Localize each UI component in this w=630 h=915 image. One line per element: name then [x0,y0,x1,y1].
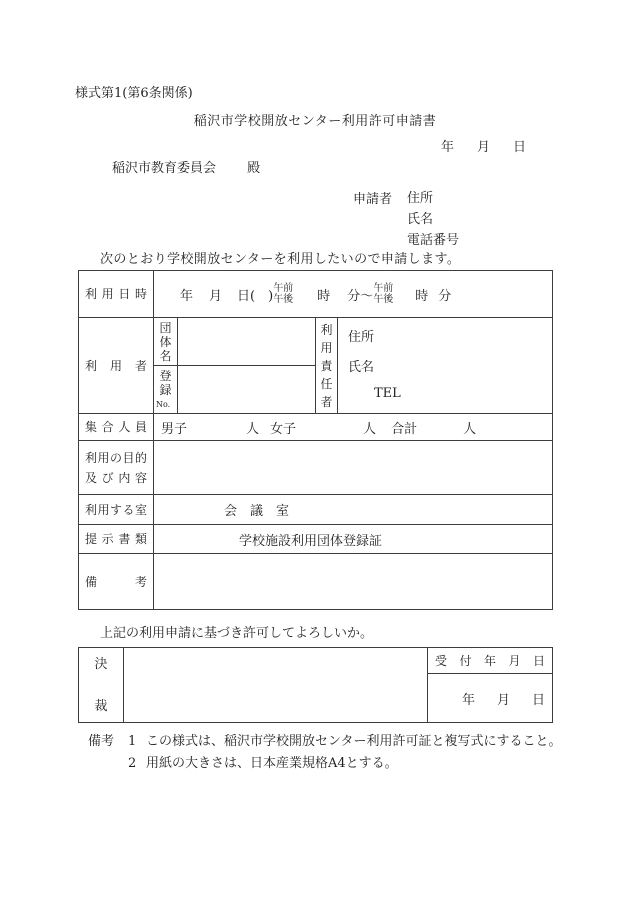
notes-label-spacer [88,753,128,775]
group-name-row [154,318,315,366]
registration-no-label [154,366,178,413]
usage-datetime-label: 利用日時 [85,287,147,301]
registration-label-text: 登録 [159,369,172,397]
note-1-text: この様式は、稲沢市学校開放センター利用許可証と複写式にすること。 [146,734,562,749]
datetime-minute-label-2: 分 [438,288,452,304]
addressee-row [112,157,260,176]
pm-label-2: 午後 [373,294,394,305]
decision-char-2: 裁 [94,699,108,714]
approval-table [78,647,553,723]
datetime-hour-label-2: 時 [415,288,429,304]
reception-date-header-cell [428,648,552,674]
applicant-label: 申請者 [353,192,393,207]
room-label-cell [79,495,154,524]
group-name-label: 団体名 [154,318,178,365]
addressee-name: 稲沢市教育委員会 [112,161,217,176]
documents-label-cell [79,525,154,553]
approval-question: 上記の利用申請に基づき許可してよろしいか。 [100,626,374,641]
addressee-honorific: 殿 [247,161,261,176]
datetime-hour-label-1: 時 [317,288,331,304]
usage-datetime-label-cell [79,271,154,317]
documents-value-cell: 学校施設利用団体登録証 [239,533,383,549]
responsible-person-label: 利用責任者 [316,318,338,413]
document-title: 稲沢市学校開放センター利用許可申請書 [193,114,437,129]
applicant-address-label: 住所 [407,191,434,206]
user-label: 利用者 [85,358,147,373]
row-usage-datetime [79,271,552,318]
decision-char-1: 決 [94,657,108,672]
datetime-ampm-2 [373,283,393,305]
header-date-line: 年 月 日 [441,140,526,155]
pm-label-1: 午後 [273,294,294,305]
applicant-name-label: 氏名 [407,212,434,227]
room-value-cell: 会 議 室 [224,504,290,519]
application-table [78,270,553,610]
total-label: 合計 [391,421,418,437]
row-members [79,414,552,441]
datetime-tilde: ～ [360,288,374,304]
note-2-number: 2 [128,756,137,771]
form-number: 様式第1(第6条関係) [75,86,193,101]
purpose-label-line2: 及び内容 [85,470,147,485]
responsible-tel-label: TEL [374,386,401,401]
datetime-ampm-1 [273,283,293,305]
members-label-cell [79,414,154,440]
female-label: 女子 [270,421,297,437]
registration-no-text: No. [156,400,171,409]
note-2-text: 用紙の大きさは、日本産業規格A4とする。 [146,756,398,771]
decision-label-cell [79,648,124,722]
female-unit: 人 [363,421,377,437]
total-unit: 人 [463,421,477,437]
responsible-person-fields [338,318,552,413]
purpose-value-cell [154,441,552,494]
remarks-label: 備考 [85,574,147,589]
row-purpose [79,441,552,495]
applicant-fields [407,188,459,251]
row-room [79,495,552,525]
row-user [79,318,552,414]
row-remarks [79,554,552,609]
datetime-day-label: 日( ) [237,288,274,304]
remarks-value-cell [154,554,552,609]
reception-date-cells [428,648,552,722]
male-unit: 人 [246,421,260,437]
reception-date-blank: 年 月 日 [462,692,545,708]
registration-no-field [178,366,315,413]
reception-date-value-cell [428,674,552,722]
intro-sentence: 次のとおり学校開放センターを利用したいので申請します。 [100,252,461,267]
members-value-cell [154,414,552,440]
am-label-2: 午前 [373,283,394,294]
am-label-1: 午前 [273,283,294,294]
purpose-label-cell [79,441,154,494]
decision-stamp-area [124,648,428,722]
purpose-label-line1: 利用の目的 [85,450,147,465]
datetime-minute-label-1: 分 [347,288,361,304]
responsible-name-label: 氏名 [348,360,375,375]
user-group-cells [154,318,316,413]
usage-datetime-value-cell [154,271,552,317]
row-documents [79,525,552,554]
room-label: 利用する室 [85,502,147,517]
note-1-number: 1 [128,734,137,749]
male-label: 男子 [161,421,188,437]
registration-no-row [154,366,315,413]
datetime-year-label: 年 [180,288,194,304]
notes-label: 備考 [88,734,115,749]
members-label: 集合人員 [85,420,147,434]
applicant-phone-label: 電話番号 [407,233,460,248]
responsible-address-label: 住所 [348,330,375,345]
reception-date-label: 受付年月日 [435,654,545,668]
user-label-cell [79,318,154,413]
remarks-label-cell [79,554,154,609]
documents-label: 提示書類 [85,532,147,546]
footer-notes [88,731,561,775]
group-name-field [178,318,315,365]
datetime-month-label: 月 [209,288,223,304]
